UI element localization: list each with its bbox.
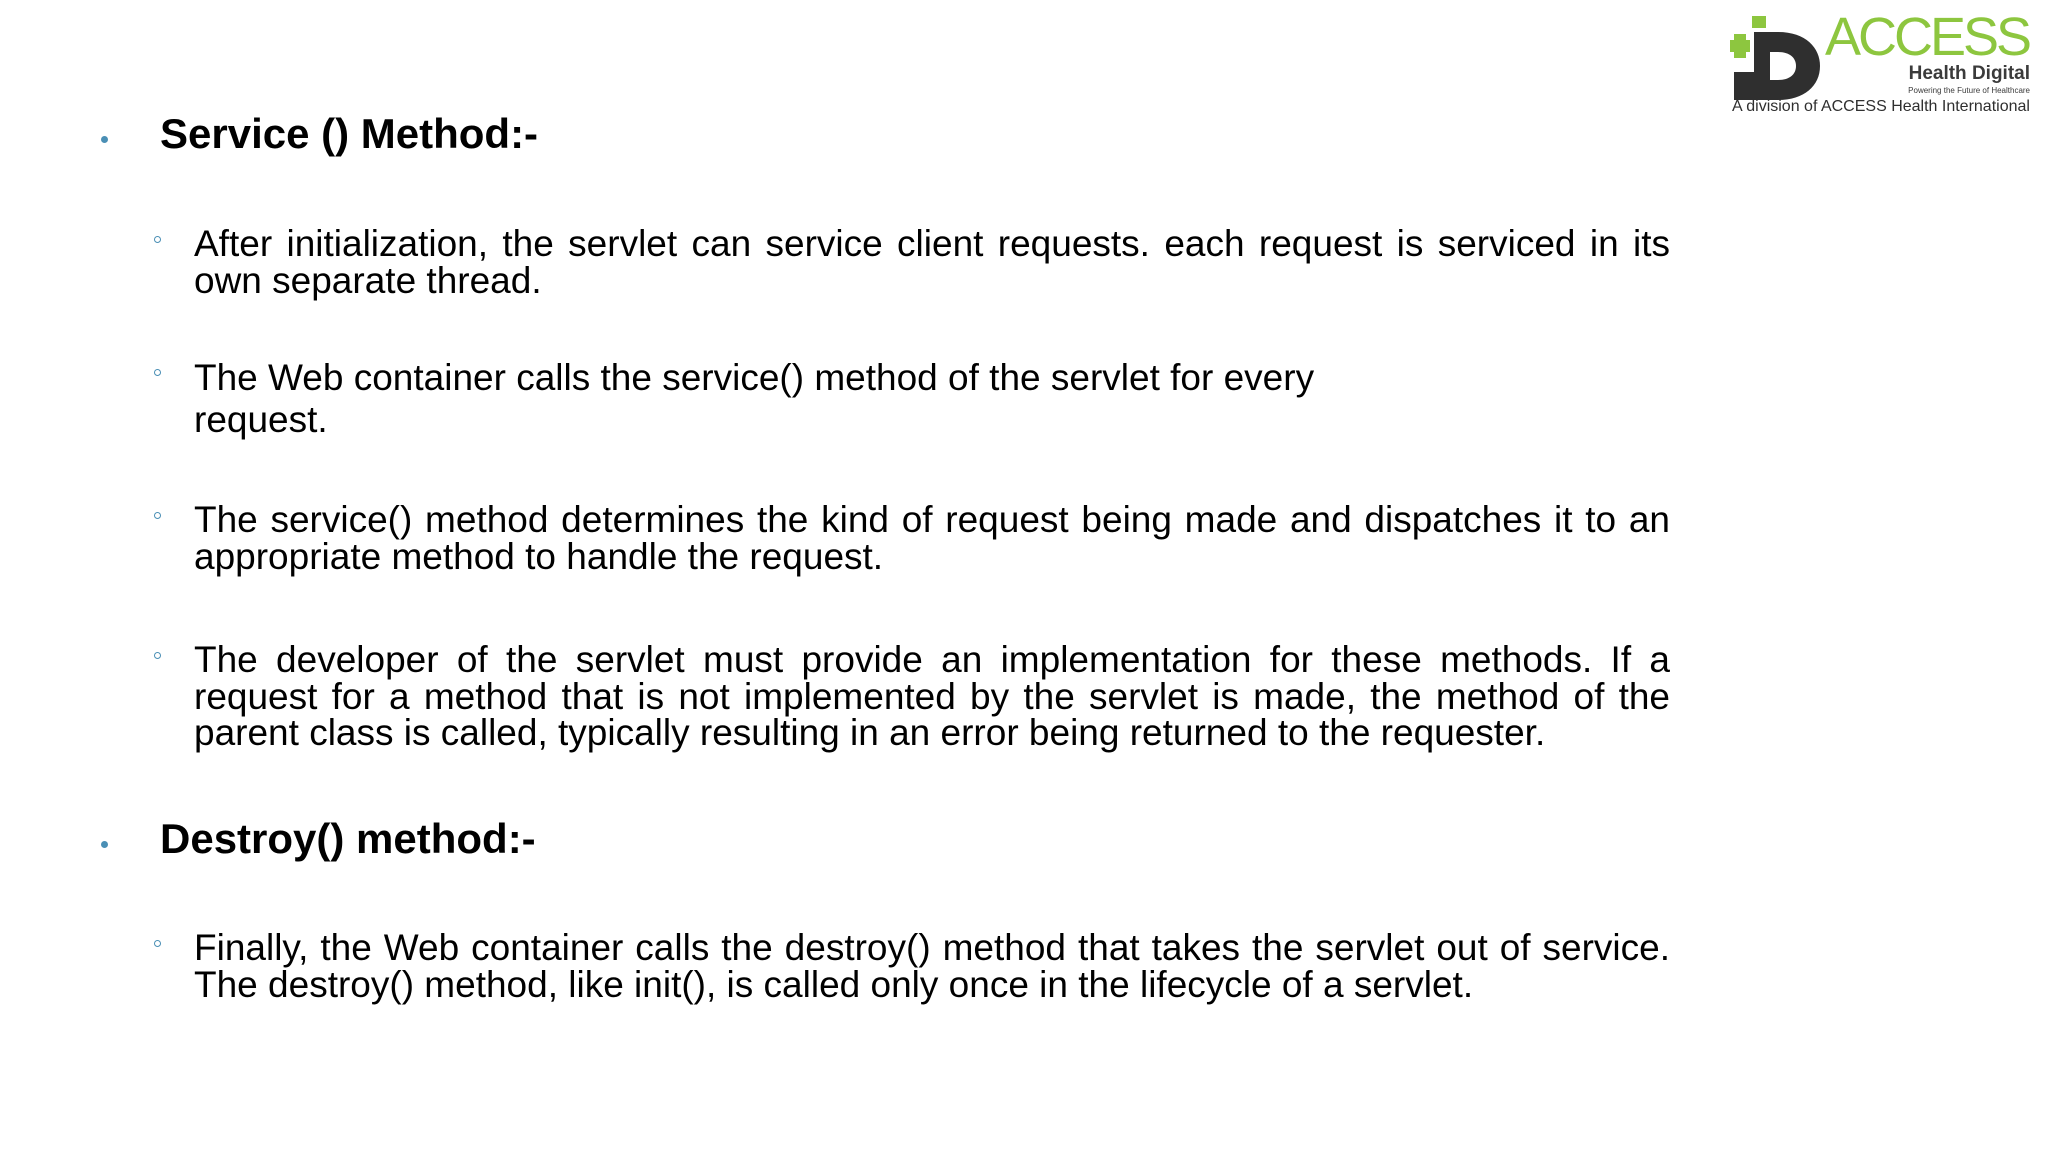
access-d-logo-icon xyxy=(1730,14,1826,102)
logo-subtitle: Health Digital xyxy=(1908,63,2030,84)
bullet-ring-icon xyxy=(154,236,161,243)
bullet-text: The Web container calls the service() method of the servlet for every request. xyxy=(194,357,1315,440)
bullet-text: After initialization, the servlet can service client requests. each request is serviced in its own separate thread. xyxy=(194,223,1670,301)
logo-division-text: A division of ACCESS Health International xyxy=(1732,98,2030,115)
bullet-dot-icon xyxy=(101,841,108,848)
section-heading: Service () Method:- xyxy=(160,110,539,157)
logo-tagline: Powering the Future of Healthcare xyxy=(1908,86,2030,95)
section-heading: Destroy() method:- xyxy=(160,815,536,862)
bullet-ring-icon xyxy=(154,940,161,947)
access-health-digital-logo xyxy=(1718,8,2038,123)
bullet-dot-icon xyxy=(101,136,108,143)
bullet-text: The developer of the servlet must provide an implementation for these methods. If a request for a method that is not implemented by the servlet is made, the method of the parent class is called, typically resulting in an error being returned to the requester. xyxy=(194,639,1670,753)
bullet-text: Finally, the Web container calls the destroy() method that takes the servlet out of service. The destroy() method, like init(), is called only once in the lifecycle of a servlet. xyxy=(194,927,1670,1005)
bullet-text: The service() method determines the kind of request being made and dispatches it to an appropriate method to handle the request. xyxy=(194,499,1670,577)
logo-wordmark: ACCESS xyxy=(1825,7,2030,67)
bullet-ring-icon xyxy=(154,369,161,376)
bullet-ring-icon xyxy=(154,512,161,519)
bullet-ring-icon xyxy=(154,652,161,659)
